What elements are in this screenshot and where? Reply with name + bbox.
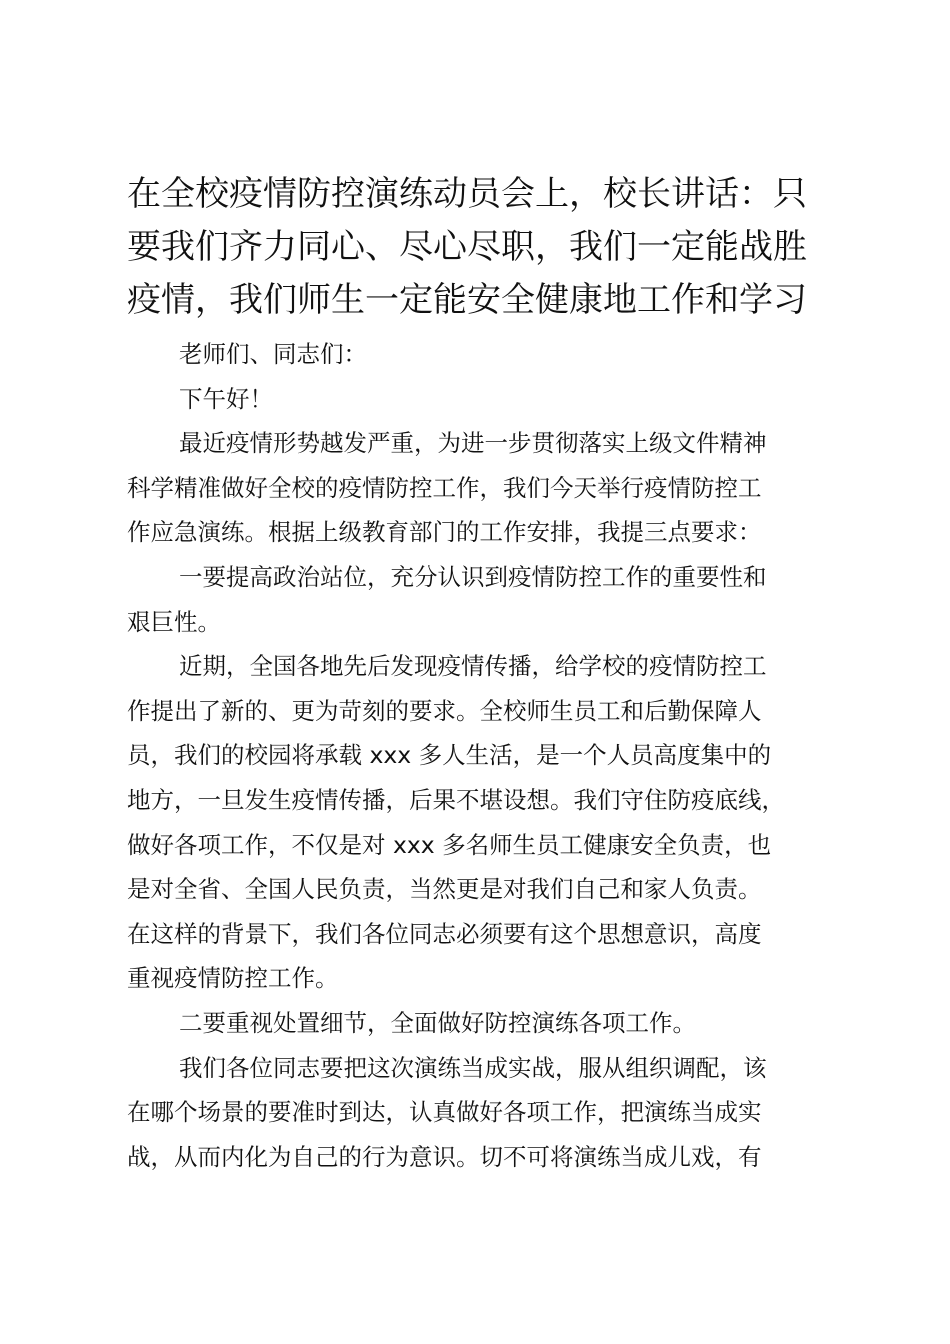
paragraph-line: 作提出了新的、更为苛刻的要求。全校师生员工和后勤保障人 (127, 696, 762, 725)
paragraph-line: 地方，一旦发生疫情传播，后果不堪设想。我们守住防疫底线， (127, 785, 785, 814)
greeting: 下午好！ (179, 384, 273, 413)
title-line: 疫情，我们师生一定能安全健康地工作和学习 (127, 280, 807, 320)
title-line: 要我们齐力同心、尽心尽职，我们一定能战胜 (127, 227, 807, 267)
paragraph-line: 员，我们的校园将承载 xxx 多人生活，是一个人员高度集中的 (127, 741, 772, 770)
paragraph-line: 重视疫情防控工作。 (127, 964, 339, 993)
paragraph-line: 作应急演练。根据上级教育部门的工作安排，我提三点要求： (127, 518, 762, 547)
point-heading-line: 艰巨性。 (127, 607, 221, 636)
point-heading-line: 一要提高政治站位，充分认识到疫情防控工作的重要性和 (179, 562, 767, 591)
paragraph-line: 近期，全国各地先后发现疫情传播，给学校的疫情防控工 (179, 652, 767, 681)
paragraph-line: 战，从而内化为自己的行为意识。切不可将演练当成儿戏，有 (127, 1142, 762, 1171)
salutation: 老师们、同志们： (179, 340, 367, 368)
paragraph-line: 科学精准做好全校的疫情防控工作，我们今天举行疫情防控工 (127, 473, 762, 502)
document-title (127, 168, 839, 327)
paragraph-line: 最近疫情形势越发严重，为进一步贯彻落实上级文件精神 (179, 429, 767, 458)
paragraph-line: 在哪个场景的要准时到达，认真做好各项工作，把演练当成实 (127, 1098, 762, 1127)
paragraph-line: 是对全省、全国人民负责，当然更是对我们自己和家人负责。 (127, 875, 762, 904)
paragraph-line: 我们各位同志要把这次演练当成实战，服从组织调配，该 (179, 1053, 767, 1082)
point-heading-line: 二要重视处置细节，全面做好防控演练各项工作。 (179, 1008, 696, 1037)
title-line: 在全校疫情防控演练动员会上，校长讲话：只 (127, 174, 807, 214)
paragraph-line: 在这样的背景下，我们各位同志必须要有这个思想意识，高度 (127, 919, 762, 948)
document-body (127, 332, 847, 1179)
paragraph-line: 做好各项工作，不仅是对 xxx 多名师生员工健康安全负责，也 (127, 830, 772, 859)
